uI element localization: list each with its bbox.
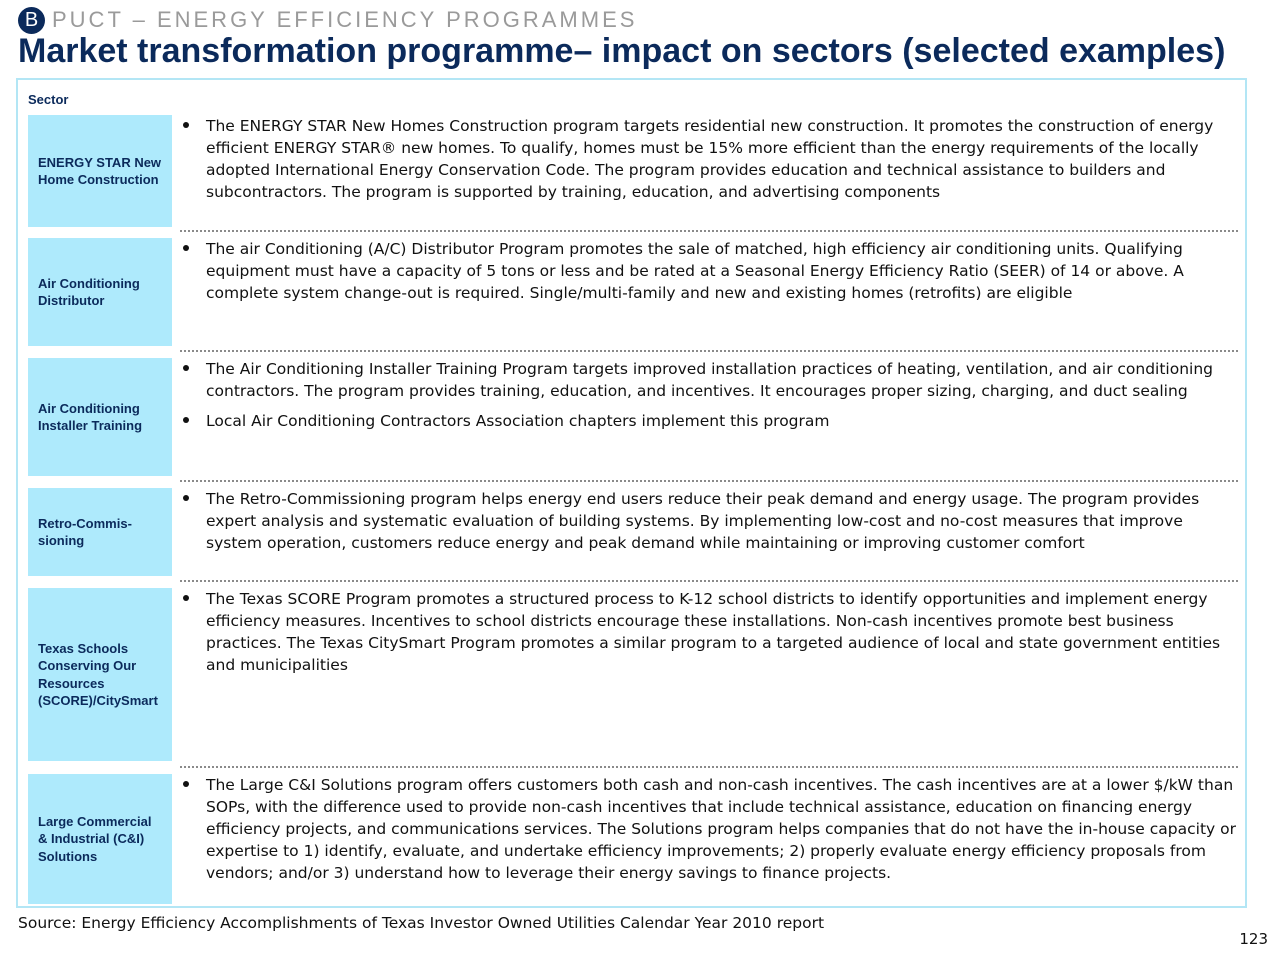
- description-bullet: The Large C&I Solutions program offers customers both cash and non-cash incentives. The cash incentives are at a lower $/kW than SOPs, with the difference used to provide non-cash incentives that include technical assistance, education on financing energy efficiency projects, and communications services. The Solutions program helps companies that do not have the in-house capacity or expertise to 1) identify, evaluate, and undertake efficiency improvements; 2) properly evaluate energy efficiency proposals from vendors; and/or 3) understand how to leverage their energy savings to finance projects.: [180, 774, 1240, 884]
- description-list: [180, 115, 1240, 211]
- sector-label-box: Air Conditioning Distributor: [28, 238, 172, 346]
- sector-label-box: Air Conditioning Installer Training: [28, 358, 172, 476]
- section-badge: B: [18, 7, 45, 34]
- section-header: [18, 6, 637, 34]
- description-bullet: The ENERGY STAR New Homes Construction program targets residential new construction. It promotes the construction of energy efficient ENERGY STAR® new homes. To qualify, homes must be 15% more efficient than the energy requirements of the locally adopted International Energy Conservation Code. The program provides education and technical assistance to builders and subcontractors. The program is supported by training, education, and advertising components: [180, 115, 1240, 203]
- sector-label-box: Retro-Commis-sioning: [28, 488, 172, 576]
- sector-table: [16, 78, 1247, 908]
- description-bullet: The Air Conditioning Installer Training Program targets improved installation practices of heating, ventilation, and air conditioning contractors. The program provides training, education, and incentives. It encourages proper sizing, charging, and duct sealing: [180, 358, 1240, 402]
- sector-label-box: Texas Schools Conserving Our Resources (SCORE)/CitySmart: [28, 588, 172, 761]
- source-note: Source: Energy Efficiency Accomplishments of Texas Investor Owned Utilities Calendar Year 2010 report: [18, 914, 825, 932]
- page-title: Market transformation programme– impact on sectors (selected examples): [18, 32, 1226, 70]
- row-divider: [180, 480, 1238, 482]
- description-list: [180, 238, 1240, 312]
- row-divider: [180, 350, 1238, 352]
- row-divider: [180, 766, 1238, 768]
- description-list: [180, 488, 1240, 562]
- sector-label-box: ENERGY STAR New Home Construction: [28, 115, 172, 227]
- sector-label-box: Large Commercial & Industrial (C&I) Solutions: [28, 774, 172, 904]
- description-bullet: Local Air Conditioning Contractors Association chapters implement this program: [180, 410, 1240, 432]
- page-number: 123: [1239, 930, 1268, 948]
- description-bullet: The Texas SCORE Program promotes a structured process to K-12 school districts to identify opportunities and implement energy efficiency measures. Incentives to school districts encourage these installations. Non-cash incentives promote best business practices. The Texas CitySmart Program promotes a similar program to a targeted audience of local and state government entities and municipalities: [180, 588, 1240, 676]
- row-divider: [180, 580, 1238, 582]
- description-list: [180, 358, 1240, 440]
- description-bullet: The air Conditioning (A/C) Distributor Program promotes the sale of matched, high efficiency air conditioning units. Qualifying equipment must have a capacity of 5 tons or less and be rated at a Seasonal Energy Efficiency Ratio (SEER) of 14 or above. A complete system change-out is required. Single/multi-family and new and existing homes (retrofits) are eligible: [180, 238, 1240, 304]
- description-list: [180, 588, 1240, 684]
- description-bullet: The Retro-Commissioning program helps energy end users reduce their peak demand and energy usage. The program provides expert analysis and systematic evaluation of building systems. By implementing low-cost and no-cost measures that improve system operation, customers reduce energy and peak demand while maintaining or improving customer comfort: [180, 488, 1240, 554]
- row-divider: [180, 230, 1238, 232]
- sector-column-heading: Sector: [28, 92, 69, 107]
- description-list: [180, 774, 1240, 892]
- section-label: PUCT – ENERGY EFFICIENCY PROGRAMMES: [52, 7, 638, 32]
